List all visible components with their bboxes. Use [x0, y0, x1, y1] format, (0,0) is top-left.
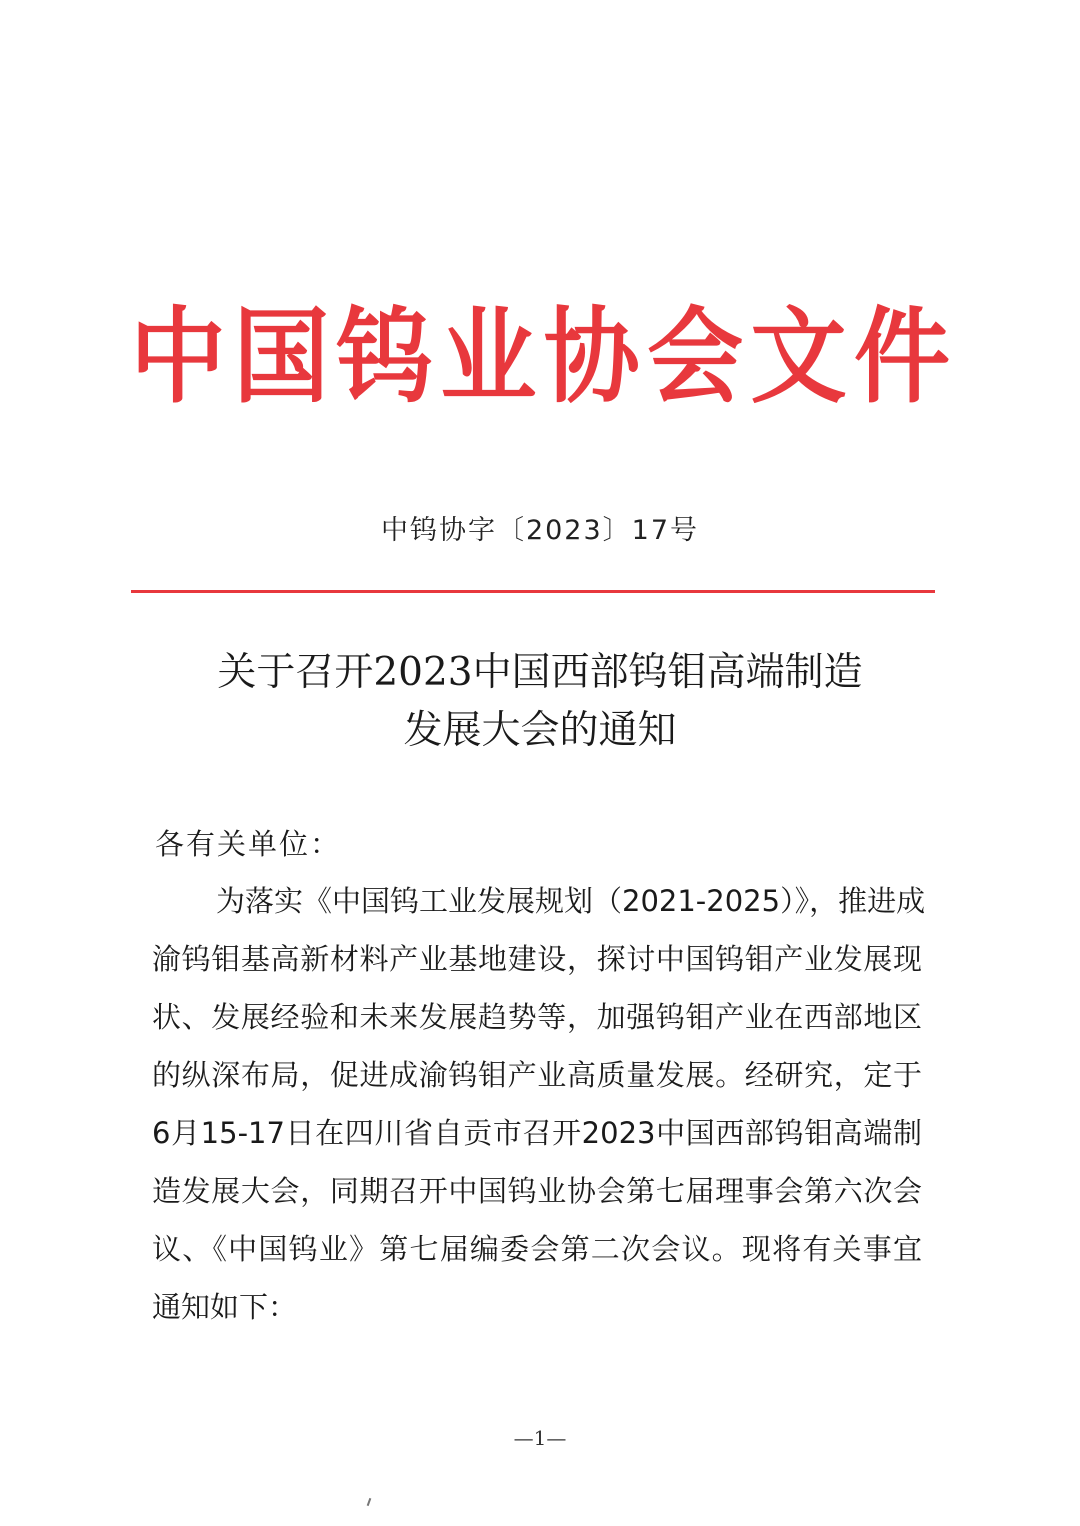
body-paragraph [152, 872, 926, 1336]
header-title-char: 件 [853, 295, 950, 418]
body-line: 状、发展经验和未来发展趋势等，加强钨钼产业在西部地区 [152, 1000, 922, 1034]
header-title-char: 钨 [336, 295, 433, 418]
header-divider [131, 590, 935, 593]
header-title-char: 中 [130, 295, 226, 418]
document-number: 中钨协字〔2023〕17号 [380, 515, 700, 546]
header-title-char: 业 [440, 295, 537, 418]
body-line: 6月15-17日在四川省自贡市召开2023中国西部钨钼高端制 [152, 1116, 922, 1150]
notice-title-line: 关于召开2023中国西部钨钼高端制造 [217, 650, 863, 695]
notice-title-line: 发展大会的通知 [403, 708, 677, 753]
body-line: 议、《中国钨业》第七届编委会第二次会议。现将有关事宜 [152, 1232, 922, 1266]
header-title-char: 协 [543, 295, 640, 418]
header-title-char: 文 [750, 295, 847, 418]
page-number: —1— [513, 1426, 567, 1450]
header-title-char: 国 [233, 295, 330, 418]
body-line: 造发展大会，同期召开中国钨业协会第七届理事会第六次会 [152, 1174, 922, 1208]
body-line: 通知如下： [152, 1290, 298, 1324]
body-line: 渝钨钼基高新材料产业基地建设，探讨中国钨钼产业发展现 [152, 942, 922, 976]
body-line: 为落实《中国钨工业发展规划（2021-2025）》，推进成 [216, 884, 926, 918]
header-title-char: 会 [647, 295, 744, 418]
scan-speck [367, 1498, 372, 1506]
notice-title [0, 644, 1080, 760]
salutation: 各有关单位： [155, 827, 342, 861]
document-header-title [130, 295, 950, 418]
body-line: 的纵深布局，促进成渝钨钼产业高质量发展。经研究，定于 [152, 1058, 922, 1092]
